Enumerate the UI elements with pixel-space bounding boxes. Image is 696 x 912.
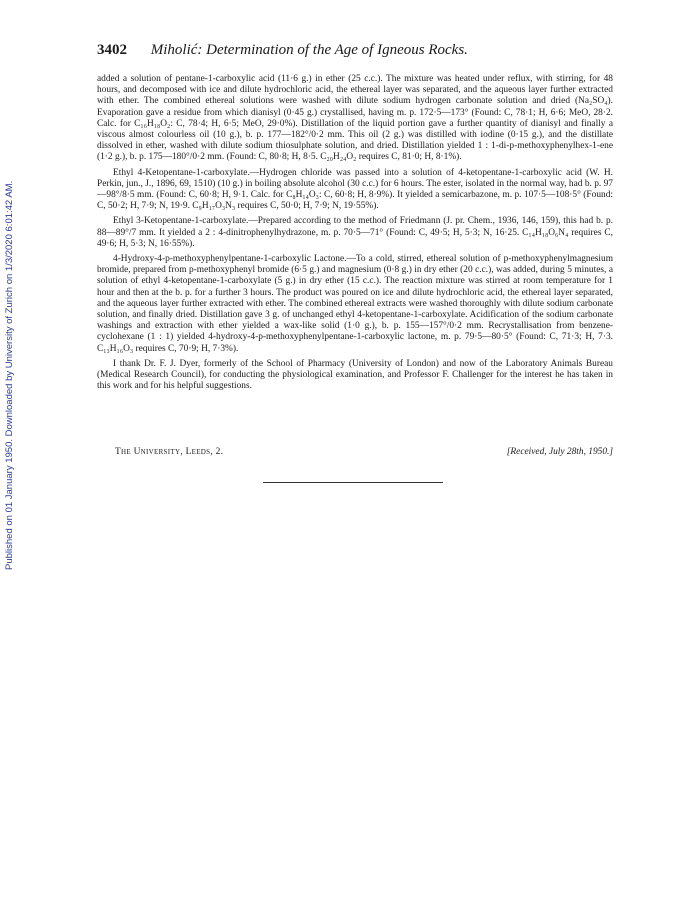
article-body bbox=[97, 74, 613, 396]
paragraph-ethyl-4-ketopentane: Ethyl 4-Ketopentane-1-carboxylate.—Hydrogen chloride was passed into a solution of 4-ketopentane-1-carboxylic acid (W. H. Perkin, jun., J., 1896, 69, 1510) (10 g.) in boiling absolute alcohol (30 c.c.) for 6 hours. The ester, isolated in the normal way, had b. p. 97—98°/8·5 mm. (Found: C, 60·8; H, 9·1. Calc. for C₈H₁₄O₃: C, 60·8; H, 8·9%). It yielded a semicarbazone, m. p. 107·5—108·5° (Found: C, 50·2; H, 7·9; N, 19·9. C₉H₁₇O₃N₃ requires C, 50·0; H, 7·9; N, 19·55%). bbox=[97, 167, 613, 212]
download-watermark-text: Published on 01 January 1950. Downloaded by University of Zurich on 1/3/2020 6:01:42 AM. bbox=[4, 180, 15, 570]
received-date: [Received, July 28th, 1950.] bbox=[506, 447, 613, 457]
end-rule bbox=[263, 482, 443, 483]
running-title: Miholić: Determination of the Age of Igneous Rocks. bbox=[150, 42, 468, 58]
download-watermark bbox=[4, 150, 18, 570]
affiliation: The University, Leeds, 2. bbox=[115, 447, 224, 457]
paragraph-lactone: 4-Hydroxy-4-p-methoxyphenylpentane-1-carboxylic Lactone.—To a cold, stirred, ethereal solution of p-methoxyphenylmagnesium bromide, prepared from p-methoxyphenyl bromide (6·5 g.) and magnesium (0·8 g.) in dry ether (20 c.c.), was added, during 5 minutes, a solution of ethyl 4-ketopentane-1-carboxylate (5 g.) in dry ether (15 c.c.). The reaction mixture was stirred at room temperature for 1 hour and then at the b. p. for a further 3 hours. The product was poured on ice and dilute hydrochloric acid, the ethereal layer separated, and the aqueous layer further extracted with ether. The combined ethereal extracts were washed thoroughly with dilute sodium carbonate solution, and finally dried. Distillation gave 3 g. of unchanged ethyl 4-ketopentane-1-carboxylate. Acidification of the sodium carbonate washings and extraction with ether yielded a wax-like solid (1·0 g.), b. p. 155—157°/0·2 mm. Recrystallisation from benzene-cyclohexane (1 : 1) yielded 4-hydroxy-4-p-methoxyphenylpentane-1-carboxylic lactone, m. p. 79·5—80·5° (Found: C, 71·3; H, 7·3. C₁₃H₁₆O₃ requires C, 70·9; H, 7·3%). bbox=[97, 254, 613, 354]
paragraph-continuation: added a solution of pentane-1-carboxylic acid (11·6 g.) in ether (25 c.c.). The mixture was heated under reflux, with stirring, for 48 hours, and decomposed with ice and dilute hydrochloric acid, the ethereal layer was separated, and the aqueous layer further extracted with ether. The combined ethereal solutions were washed with dilute sodium hydrogen carbonate solution and dried (Na₂SO₄). Evaporation gave a residue from which dianisyl (0·45 g.) crystallised, having m. p. 172·5—173° (Found: C, 78·1; H, 6·6; MeO, 28·2. Calc. for C₁₆H₁₈O₂: C, 78·4; H, 6·5; MeO, 29·0%). Distillation of the liquid portion gave a further quantity of dianisyl and finally a viscous almost colourless oil (10 g.), b. p. 177—182°/0·2 mm. This oil (2 g.) was distilled with iodine (0·15 g.), and the distillate dissolved in ether, washed with dilute sodium thiosulphate solution, and dried. Distillation yielded 1 : 1-di-p-methoxyphenylhex-1-ene (1·2 g.), b. p. 175—180°/0·2 mm. (Found: C, 80·8; H, 8·5. C₂₀H₂₄O₂ requires C, 81·0; H, 8·1%). bbox=[97, 74, 613, 163]
page-header bbox=[97, 42, 617, 59]
paragraph-acknowledgements: I thank Dr. F. J. Dyer, formerly of the School of Pharmacy (University of London) and now of the Laboratory Animals Bureau (Medical Research Council), for conducting the physiological examination, and Professor F. Challenger for the interest he has taken in this work and for his helpful suggestions. bbox=[97, 358, 613, 392]
article-footer bbox=[115, 447, 613, 457]
paragraph-ethyl-3-ketopentane: Ethyl 3-Ketopentane-1-carboxylate.—Prepared according to the method of Friedmann (J. pr. Chem., 1936, 146, 159), this had b. p. 88—89°/7 mm. It yielded a 2 : 4-dinitrophenylhydrazone, m. p. 70·5—71° (Found: C, 49·5; H, 5·3; N, 16·25. C₁₄H₁₈O₆N₄ requires C, 49·6; H, 5·3; N, 16·55%). bbox=[97, 216, 613, 249]
page-number: 3402 bbox=[97, 42, 127, 58]
